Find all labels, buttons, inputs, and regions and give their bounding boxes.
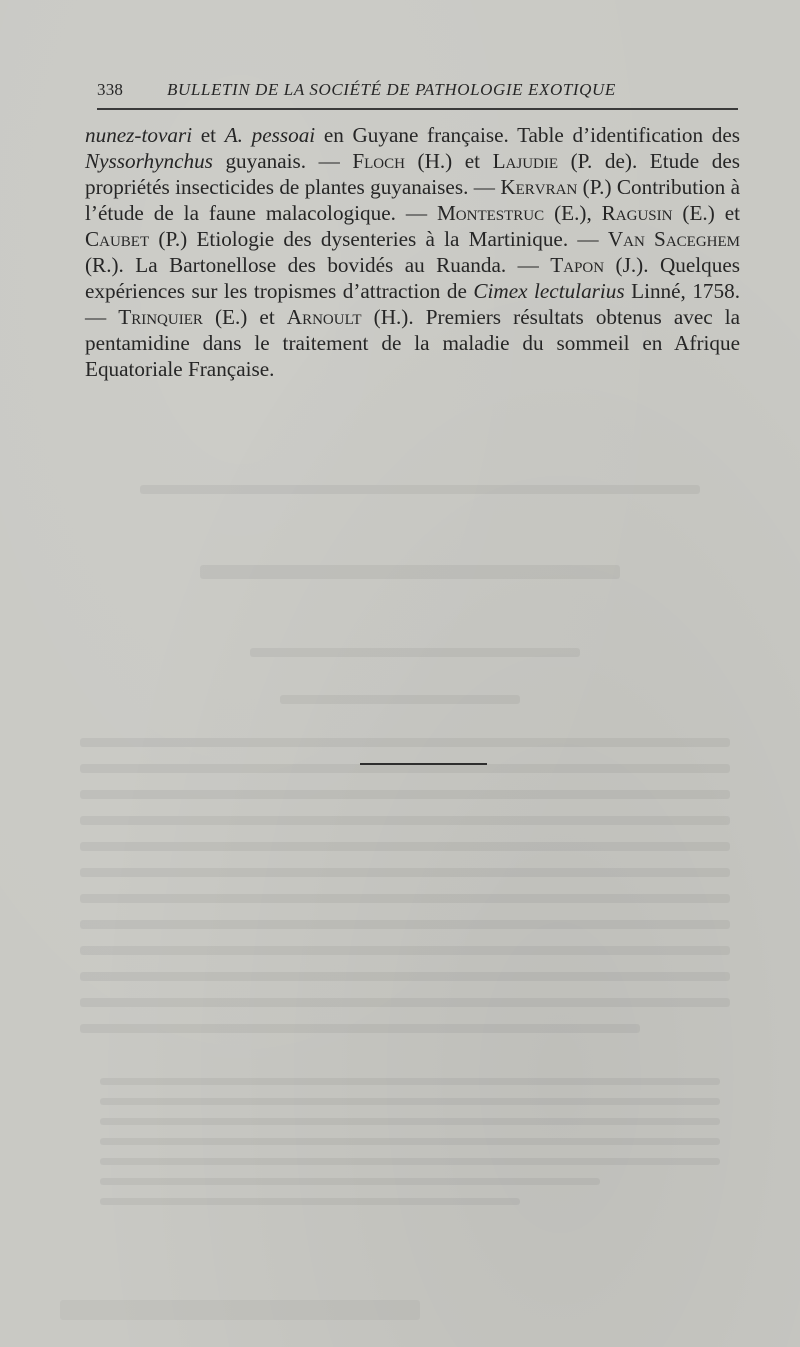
- author-name: Lajudie: [492, 149, 559, 173]
- header-rule: [97, 108, 738, 110]
- author-name: Ragusin: [601, 201, 673, 225]
- text-run: (H.). Premiers résultats obtenus avec la pentamidine dans le traitement de la maladie du sommeil en Afrique Equatoriale Française.: [85, 305, 741, 381]
- text-run: (J.). Quelques expériences sur les tropismes d’attraction de: [85, 253, 740, 303]
- species-name: Cimex lectularius: [473, 279, 625, 303]
- author-name: Caubet: [85, 227, 150, 251]
- running-header: [97, 80, 737, 104]
- text-run: (P.) Contribution à l’étude de la faune malacologique. —: [85, 175, 740, 225]
- species-name: A. pessoai: [224, 123, 316, 147]
- text-run: (E.) et: [672, 201, 740, 225]
- text-run: Linné, 1758. —: [85, 279, 741, 329]
- author-name: Trinquier: [118, 305, 203, 329]
- author-name: Tapon: [550, 253, 605, 277]
- author-name: Van Saceghem: [607, 227, 740, 251]
- page-number: 338: [97, 80, 124, 99]
- closing-rule: [360, 763, 487, 765]
- text-run: (E.) et: [202, 305, 287, 329]
- text-run: (P. de). Etude des propriétés insecticides de plantes guyanaises. —: [85, 149, 740, 199]
- text-run: (E.),: [544, 201, 602, 225]
- text-run: (R.). La Bartonellose des bovidés au Ruanda. —: [85, 253, 551, 277]
- species-name: nunez-tovari: [85, 123, 193, 147]
- text-run: guyanais. —: [212, 149, 353, 173]
- text-run: en Guyane française. Table d’identification des: [315, 123, 740, 147]
- author-name: Kervran: [500, 175, 578, 199]
- author-name: Montestruc: [436, 201, 545, 225]
- author-name: Floch: [352, 149, 405, 173]
- paragraph: [85, 122, 740, 382]
- text-run: et: [192, 123, 225, 147]
- text-run: (H.) et: [404, 149, 493, 173]
- running-title: BULLETIN DE LA SOCIÉTÉ DE PATHOLOGIE EXOTIQUE: [167, 80, 616, 99]
- body-paragraph: [85, 122, 740, 382]
- author-name: Arnoult: [286, 305, 362, 329]
- text-run: (P.) Etiologie des dysenteries à la Martinique. —: [149, 227, 608, 251]
- genus-name: Nyssorhynchus: [85, 149, 213, 173]
